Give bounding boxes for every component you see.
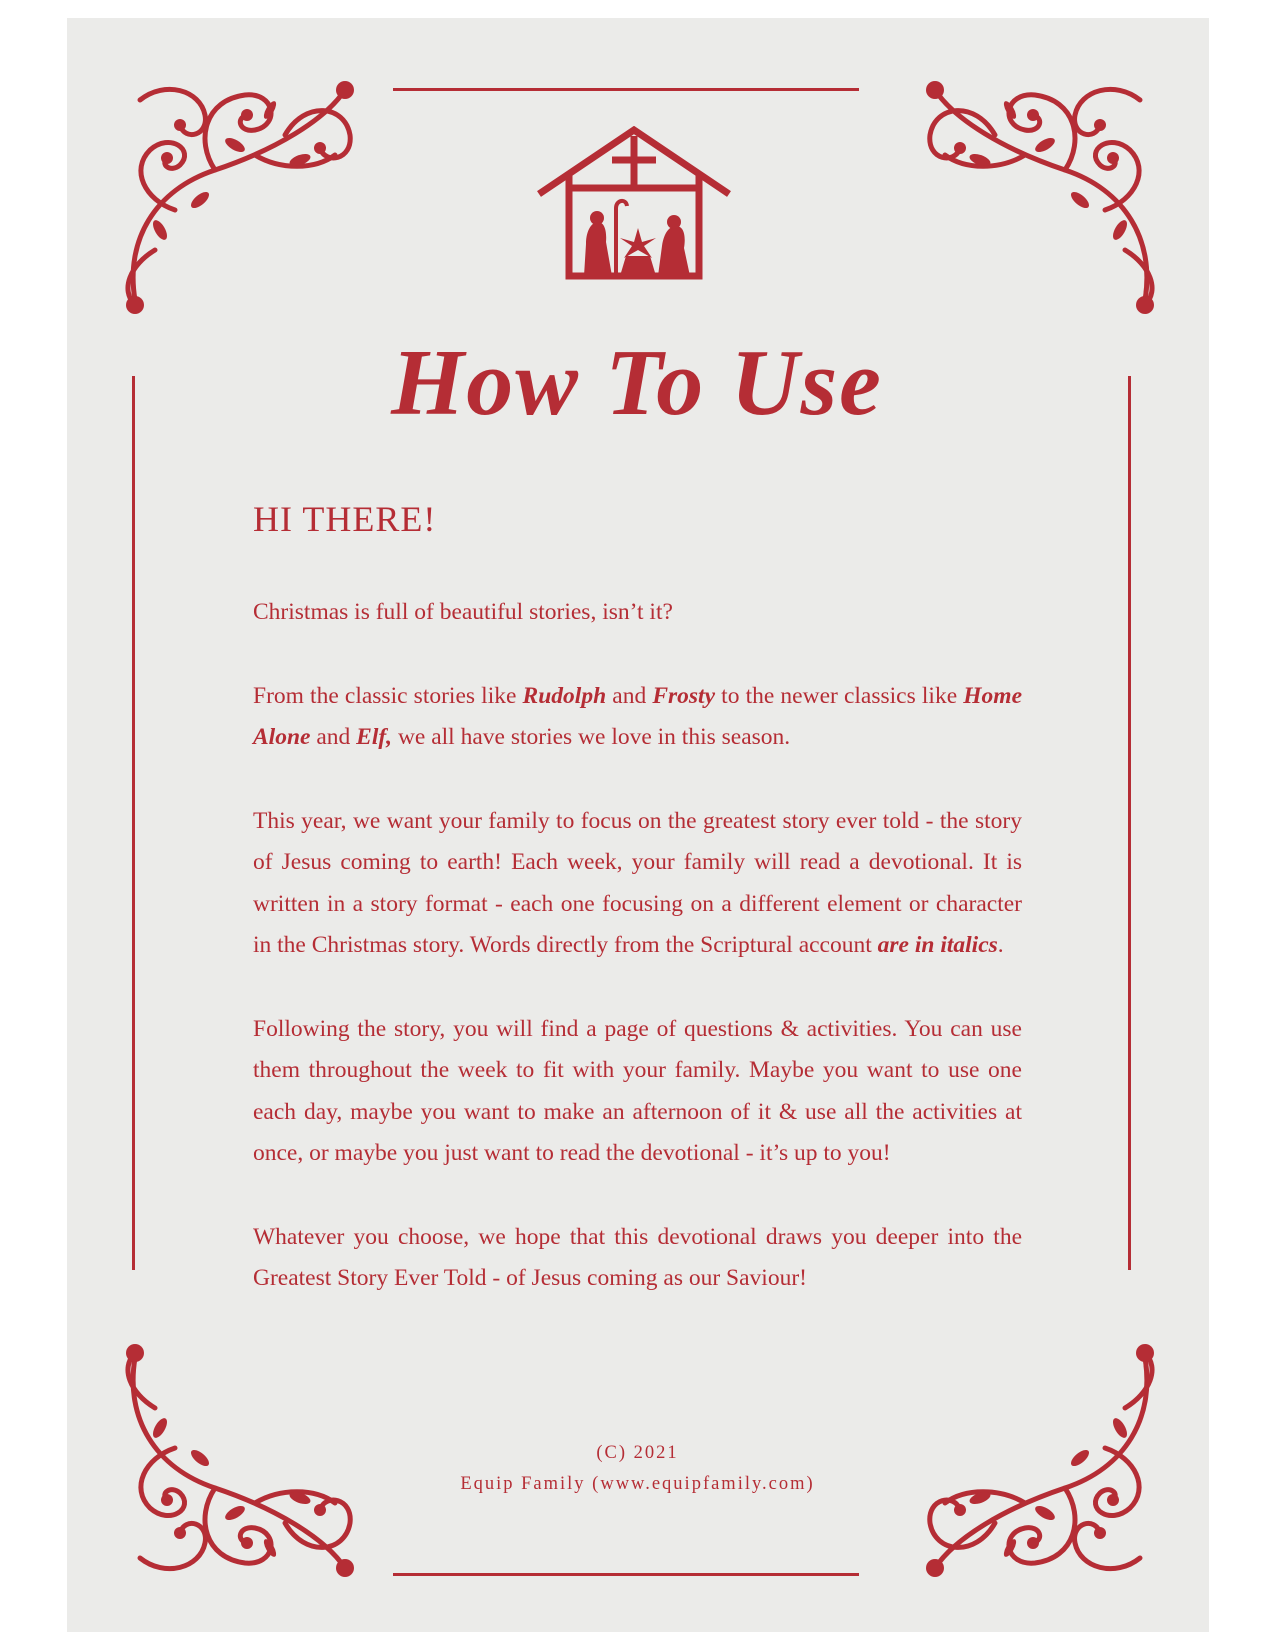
paragraph-4: Following the story, you will find a page of questions & activities. You can use them throughout the week to fit with your family. Maybe you want to use one each day, maybe you want to make an afternoon of it & use all the activities at once, or maybe you just want to read the devotional - it’s up to you!	[253, 1015, 1022, 1166]
paragraph-2-text: to the newer classics like	[715, 682, 964, 709]
swirl-ornament-icon	[105, 60, 365, 320]
paragraph-1: Christmas is full of beautiful stories, isn’t it?	[253, 599, 673, 625]
paragraph-3-text: This year, we want your family to focus on the greatest story ever told - the story of Jesus coming to earth! Each week, your family will read a devotional. It is written in a story format - each one focusing on a different element or character in the Christmas story. Words directly from the Scriptural account	[253, 807, 1022, 958]
nativity-stable-icon	[534, 126, 734, 286]
title-frosty: Frosty	[652, 682, 716, 709]
copyright-text: (C) 2021	[596, 1443, 679, 1463]
left-divider	[132, 376, 135, 1270]
paragraph-2	[253, 676, 1022, 759]
body-content	[253, 498, 1022, 1342]
top-divider	[393, 88, 859, 91]
paragraph-3-text: .	[997, 932, 1004, 958]
paragraph-2-text: we all have stories we love in this season.	[392, 724, 791, 750]
paragraph-3	[253, 801, 1022, 967]
credit-text: Equip Family (www.equipfamily.com)	[460, 1474, 815, 1494]
paragraph-2-text: and	[606, 682, 653, 709]
page	[67, 18, 1209, 1632]
bottom-divider	[393, 1573, 859, 1576]
paragraph-2-text: and	[310, 724, 357, 750]
title-home-alone: Home Alone	[253, 682, 1023, 750]
title-elf: Elf,	[356, 724, 393, 750]
paragraph-2-text: From the classic stories like	[253, 682, 523, 709]
greeting-heading: HI THERE!	[253, 499, 437, 539]
title-rudolph: Rudolph	[522, 682, 607, 709]
italics-example: are in italics	[877, 932, 998, 958]
paragraph-5: Whatever you choose, we hope that this devotional draws you deeper into the Greatest Story Ever Told - of Jesus coming as our Saviour!	[253, 1223, 1022, 1291]
page-title: How To Use	[391, 331, 883, 435]
footer	[253, 1438, 1022, 1500]
swirl-ornament-icon	[915, 60, 1175, 320]
right-divider	[1128, 376, 1131, 1270]
